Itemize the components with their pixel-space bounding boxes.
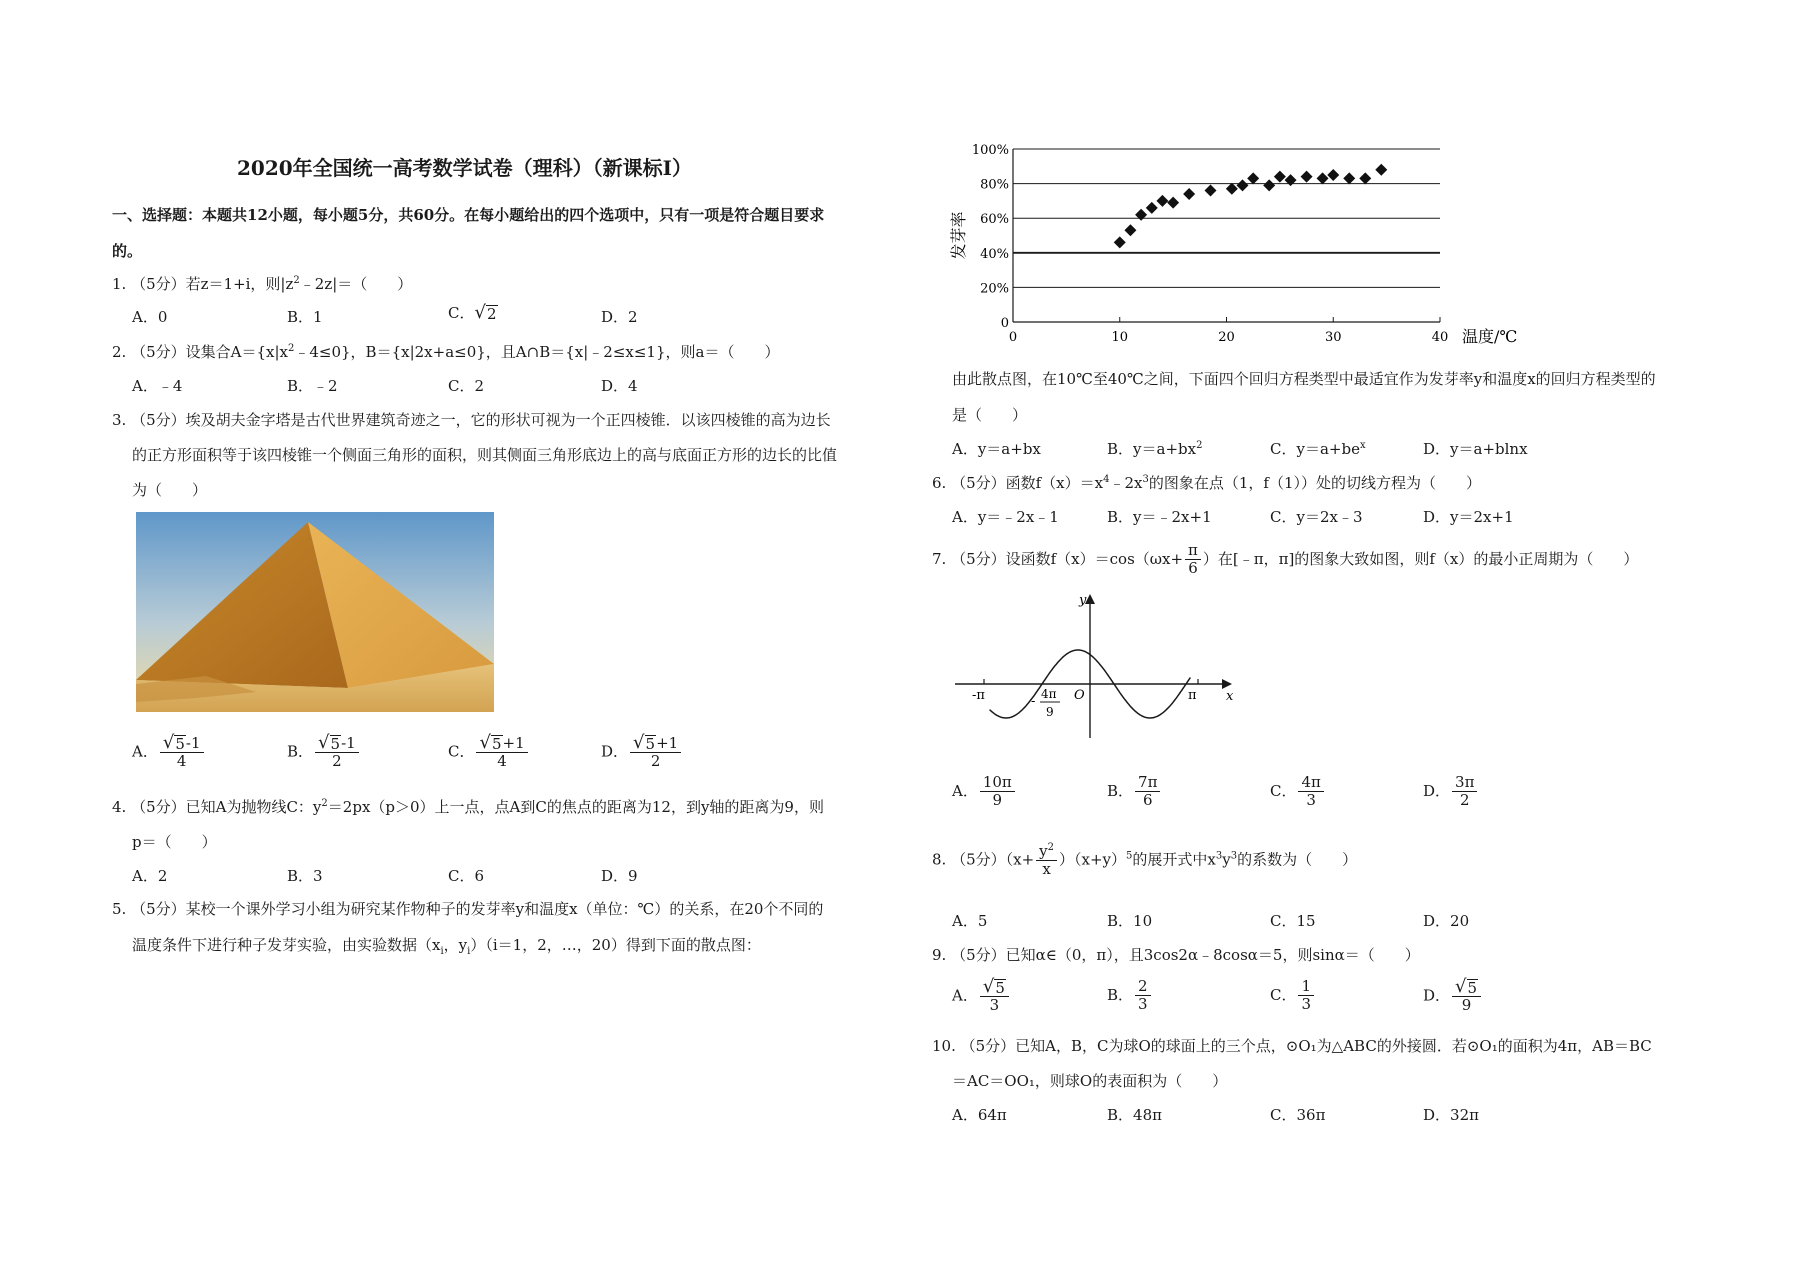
- tick-numerator: 4π: [1041, 687, 1057, 701]
- q8-option-c[interactable]: C．15: [1270, 912, 1316, 930]
- q10-option-a[interactable]: A．64π: [952, 1106, 1007, 1124]
- x-axis-label: 温度/℃: [1462, 327, 1518, 346]
- q10-option-d[interactable]: D．32π: [1423, 1106, 1479, 1124]
- q3-option-a[interactable]: A． √ 5 -1 4: [132, 734, 206, 771]
- x-tick-label: 0: [1008, 330, 1018, 345]
- neg-pi-label: -π: [972, 688, 985, 703]
- scatter-point: [1317, 172, 1329, 184]
- question-2-stem: 2. （5分）设集合$A=\{x|x^2﹣4\le 0\}$，B＝{x|2x+a≤0}，且A∩B＝{x|﹣2≤x≤1}，则a＝（ ）: [112, 343, 780, 361]
- q9-option-d[interactable]: D． √ 5 9: [1423, 978, 1483, 1015]
- question-10-line2: ＝AC＝OO₁，则球O的表面积为（ ）: [952, 1072, 1228, 1090]
- question-1-stem: 1. （5分）若z＝1+i，则$|z^2﹣2z|=$（ ）: [112, 275, 413, 293]
- q1-option-c[interactable]: C． √ 2: [448, 302, 497, 323]
- fraction: $\frac{3\pi}{2}$: [1452, 774, 1477, 810]
- q5-option-d[interactable]: D．y＝a+blnx: [1423, 440, 1528, 458]
- scatter-point: [1114, 236, 1126, 248]
- question-5-after-line2: 是（ ）: [952, 406, 1028, 424]
- scatter-point: [1359, 172, 1371, 184]
- question-4-line2: p＝（ ）: [132, 833, 217, 851]
- scatter-point: [1285, 174, 1297, 186]
- scatter-point: [1237, 179, 1249, 191]
- q6-option-a[interactable]: A．y＝﹣2x﹣1: [952, 508, 1059, 526]
- section-heading-line1: 一、选择题：本题共12小题，每小题5分，共60分。在每小题给出的四个选项中，只有一项是符合题目要求: [112, 206, 825, 224]
- q3-option-c[interactable]: C． √ 5 +1 4: [448, 734, 530, 771]
- fraction: √ 5 3: [980, 978, 1009, 1015]
- q9-option-a[interactable]: A． √ 5 3: [952, 978, 1011, 1015]
- q8-option-a[interactable]: A．5: [952, 912, 988, 930]
- question-3-line1: 3. （5分）埃及胡夫金字塔是古代世界建筑奇迹之一，它的形状可视为一个正四棱锥．以该四棱锥的高为边长: [112, 411, 831, 429]
- scatter-point: [1183, 188, 1195, 200]
- question-5-after-line1: 由此散点图，在10℃至40℃之间，下面四个回归方程类型中最适宜作为发芽率y和温度x的回归方程类型的: [952, 370, 1656, 388]
- question-9-stem: 9. （5分）已知α∈（0，π），且3cos2α﹣8cosα＝5，则sinα＝（ ）: [932, 946, 1420, 964]
- scatter-point: [1343, 172, 1355, 184]
- x-tick-label: 20: [1218, 330, 1235, 345]
- y-tick-label: 100%: [971, 143, 1009, 158]
- fraction: √ 5 -1 4: [160, 734, 204, 771]
- q3-option-d[interactable]: D． √ 5 +1 2: [601, 734, 683, 771]
- q4-option-a[interactable]: A．2: [132, 867, 168, 885]
- y-tick-label: 60%: [980, 212, 1009, 228]
- sqrt-symbol: √ 2: [474, 302, 497, 323]
- pyramid-image: [136, 512, 494, 712]
- scatter-point: [1146, 202, 1158, 214]
- q2-option-d[interactable]: D．4: [601, 377, 638, 395]
- q1-option-d[interactable]: D．2: [601, 308, 638, 326]
- section-heading-line2: 的。: [112, 242, 143, 260]
- x-tick-label: 30: [1324, 330, 1342, 345]
- y-tick-label: 40%: [980, 246, 1009, 262]
- x-tick-label: 40: [1431, 330, 1449, 345]
- q9-option-c[interactable]: C． $\frac{1}{3}$: [1270, 978, 1316, 1014]
- fraction: √ 5 -1 2: [315, 734, 359, 771]
- scatter-point: [1301, 171, 1313, 183]
- q6-option-c[interactable]: C．y＝2x﹣3: [1270, 508, 1363, 526]
- x-axis-arrow: [1222, 679, 1232, 689]
- question-10-line1: 10. （5分）已知A，B，C为球O的球面上的三个点，⊙O₁为△ABC的外接圆．若⊙O₁的面积为4π，AB＝BC: [932, 1037, 1652, 1055]
- neg-sign: -: [1031, 694, 1036, 709]
- scatter-point: [1135, 209, 1147, 221]
- fraction: $\frac{y^2}{x}$: [1036, 842, 1057, 879]
- q4-option-b[interactable]: B．3: [287, 867, 323, 885]
- fraction: $\frac{7\pi}{6}$: [1135, 774, 1160, 810]
- pi-label: π: [1188, 688, 1197, 703]
- q10-option-b[interactable]: B．48π: [1107, 1106, 1162, 1124]
- q5-option-c[interactable]: C．$y=a+be^x$: [1270, 440, 1366, 458]
- q8-option-b[interactable]: B．10: [1107, 912, 1153, 930]
- fraction: $\frac{\pi}{6}$: [1185, 542, 1201, 578]
- q4-option-c[interactable]: C．6: [448, 867, 485, 885]
- fraction: $\frac{10\pi}{9}$: [980, 774, 1015, 810]
- q1-option-a[interactable]: A．0: [132, 308, 168, 326]
- x-tick-label: 10: [1111, 330, 1129, 345]
- q3-option-b[interactable]: B． √ 5 -1 2: [287, 734, 361, 771]
- fraction: √ 5 +1 2: [630, 734, 681, 771]
- y-tick-label: 20%: [980, 281, 1009, 297]
- q5-option-a[interactable]: A．y＝a+bx: [952, 440, 1041, 458]
- page-title: 2020年全国统一高考数学试卷（理科）（新课标Ⅰ）: [237, 156, 693, 180]
- fraction: $\frac{4\pi}{3}$: [1298, 774, 1323, 810]
- y-axis-label: y: [1079, 593, 1087, 608]
- scatter-point: [1226, 183, 1238, 195]
- question-3-line3: 为（ ）: [132, 481, 208, 499]
- question-8-stem: 8. （5分）（x+ $\frac{y^2}{x}$ ）$(x+y)^5$的展开式中$x^3y^3$的系数为（ ）: [932, 842, 1358, 879]
- tick-denominator: 9: [1046, 705, 1054, 719]
- q5-option-b[interactable]: B．$y=a+bx^2$: [1107, 440, 1203, 458]
- q7-option-d[interactable]: D． $\frac{3\pi}{2}$: [1423, 774, 1479, 810]
- q6-option-b[interactable]: B．y＝﹣2x+1: [1107, 508, 1212, 526]
- origin-label: O: [1074, 688, 1085, 703]
- y-axis-arrow: [1085, 594, 1095, 604]
- scatter-point: [1247, 172, 1259, 184]
- scatter-point: [1204, 185, 1216, 197]
- question-7-stem: 7. （5分）设函数f（x）＝cos（ωx+ $\frac{\pi}{6}$ ）在[﹣π，π]的图象大致如图，则f（x）的最小正周期为（ ）: [932, 541, 1639, 578]
- scatter-point: [1156, 195, 1168, 207]
- y-axis-label: 发芽率: [949, 211, 968, 260]
- scatter-point: [1375, 164, 1387, 176]
- y-tick-label: 80%: [980, 177, 1009, 193]
- scatter-plot: [940, 135, 1560, 360]
- question-4-line1: 4. （5分）已知A为抛物线C：$y^2=2px(p>0)$上一点，点A到C的焦点的距离为12，到y轴的距离为9，则: [112, 798, 824, 816]
- q9-option-b[interactable]: B． $\frac{2}{3}$: [1107, 978, 1153, 1014]
- fraction: √ 5 9: [1452, 978, 1481, 1015]
- question-5-line2: 温度条件下进行种子发芽实验，由实验数据（$x_i$，$y_i)(i=1$，2，…，20）得到下面的散点图：: [132, 936, 761, 957]
- q8-option-d[interactable]: D．20: [1423, 912, 1470, 930]
- scatter-point: [1167, 197, 1179, 209]
- q1-option-b[interactable]: B．1: [287, 308, 323, 326]
- q7-option-a[interactable]: A． $\frac{10\pi}{9}$: [952, 774, 1017, 810]
- scatter-point: [1263, 179, 1275, 191]
- question-6-stem: 6. （5分）函数$f(x)=x^4﹣2x^3$的图象在点（1，f（1））处的切线方程为（ ）: [932, 474, 1482, 492]
- fraction: $\frac{1}{3}$: [1298, 978, 1314, 1014]
- y-tick-label: 0: [1000, 316, 1009, 331]
- scatter-point: [1327, 169, 1339, 181]
- question-5-line1: 5. （5分）某校一个课外学习小组为研究某作物种子的发芽率y和温度x（单位：℃）的关系，在20个不同的: [112, 900, 824, 918]
- question-3-line2: 的正方形面积等于该四棱锥一个侧面三角形的面积，则其侧面三角形底边上的高与底面正方形的边长的比值: [132, 446, 838, 464]
- q2-option-b[interactable]: B．﹣2: [287, 377, 338, 395]
- fraction: √ 5 +1 4: [476, 734, 527, 771]
- fraction: $\frac{2}{3}$: [1135, 978, 1151, 1014]
- scatter-point: [1274, 171, 1286, 183]
- q6-option-d[interactable]: D．y＝2x+1: [1423, 508, 1514, 526]
- q4-option-d[interactable]: D．9: [601, 867, 638, 885]
- q2-option-a[interactable]: A．﹣4: [132, 377, 183, 395]
- cosine-graph: [950, 590, 1240, 740]
- q7-option-b[interactable]: B． $\frac{7\pi}{6}$: [1107, 774, 1162, 810]
- q10-option-c[interactable]: C．36π: [1270, 1106, 1326, 1124]
- q7-option-c[interactable]: C． $\frac{4\pi}{3}$: [1270, 774, 1326, 810]
- scatter-point: [1124, 224, 1136, 236]
- q2-option-c[interactable]: C．2: [448, 377, 485, 395]
- x-axis-label: x: [1226, 689, 1234, 704]
